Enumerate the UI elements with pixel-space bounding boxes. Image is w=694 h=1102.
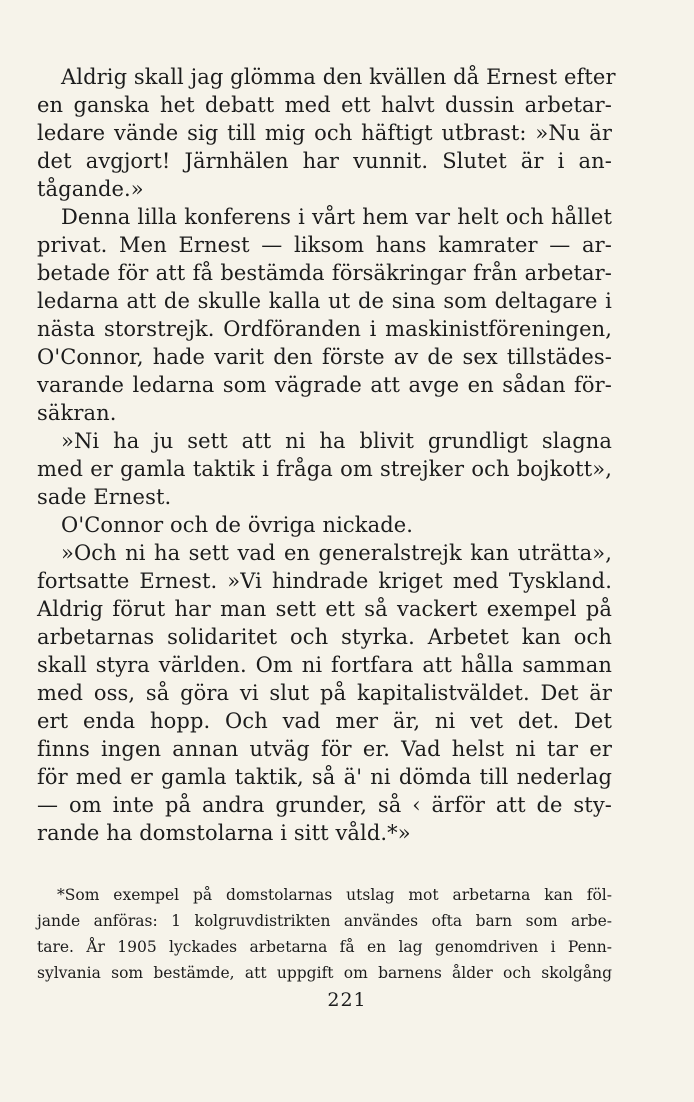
text-line: arbetarnas solidaritet och styrka. Arbetet kan och xyxy=(37,625,612,649)
footnote-line: *Som exempel på domstolarnas utslag mot arbetarna kan föl- xyxy=(57,886,612,904)
text-line: finns ingen annan utväg för er. Vad helst ni tar er xyxy=(37,737,612,761)
text-line: det avgjort! Järnhälen har vunnit. Slutet är i an- xyxy=(37,149,612,173)
text-line: Denna lilla konferens i vårt hem var helt och hållet xyxy=(61,205,612,229)
text-line: Aldrig skall jag glömma den kvällen då Ernest efter xyxy=(61,65,616,89)
text-line: tågande.» xyxy=(37,177,144,201)
text-line: nästa storstrejk. Ordföranden i maskinistföreningen, xyxy=(37,317,612,341)
page-number: 221 xyxy=(327,989,367,1011)
text-line: varande ledarna som vägrade att avge en sådan för- xyxy=(37,373,612,397)
text-line: — om inte på andra grunder, så ‹ ärför att de sty- xyxy=(37,793,612,817)
text-line: sade Ernest. xyxy=(37,485,172,509)
text-line: skall styra världen. Om ni fortfara att hålla samman xyxy=(37,653,612,677)
text-line: »Ni ha ju sett att ni ha blivit grundligt slagna xyxy=(61,429,612,453)
text-line: betade för att få bestämda försäkringar från arbetar- xyxy=(37,261,612,285)
footnote-line: jande anföras: 1 kolgruvdistrikten användes ofta barn som arbe- xyxy=(37,912,612,930)
text-line: Aldrig förut har man sett ett så vackert exempel på xyxy=(37,597,612,621)
text-line: »Och ni ha sett vad en generalstrejk kan uträtta», xyxy=(61,541,612,565)
text-line: ledarna att de skulle kalla ut de sina som deltagare i xyxy=(37,289,612,313)
text-line: med er gamla taktik i fråga om strejker och bojkott», xyxy=(37,457,612,481)
footnote-line: sylvania som bestämde, att uppgift om barnens ålder och skolgång xyxy=(37,964,612,982)
text-line: med oss, så göra vi slut på kapitalistväldet. Det är xyxy=(37,681,612,705)
text-line: rande ha domstolarna i sitt våld.*» xyxy=(37,821,411,845)
text-line: för med er gamla taktik, så ä' ni dömda till nederlag xyxy=(37,765,612,789)
text-line: O'Connor, hade varit den förste av de sex tillstädes- xyxy=(37,345,612,369)
footnote-line: tare. År 1905 lyckades arbetarna få en lag genomdriven i Penn- xyxy=(37,938,612,956)
text-line: ledare vände sig till mig och häftigt utbrast: »Nu är xyxy=(37,121,612,145)
text-line: säkran. xyxy=(37,401,117,425)
text-line: ert enda hopp. Och vad mer är, ni vet det. Det xyxy=(37,709,612,733)
text-line: O'Connor och de övriga nickade. xyxy=(61,513,414,537)
text-line: privat. Men Ernest — liksom hans kamrater — ar- xyxy=(37,233,612,257)
text-line: en ganska het debatt med ett halvt dussin arbetar- xyxy=(37,93,612,117)
text-line: fortsatte Ernest. »Vi hindrade kriget med Tyskland. xyxy=(37,569,612,593)
